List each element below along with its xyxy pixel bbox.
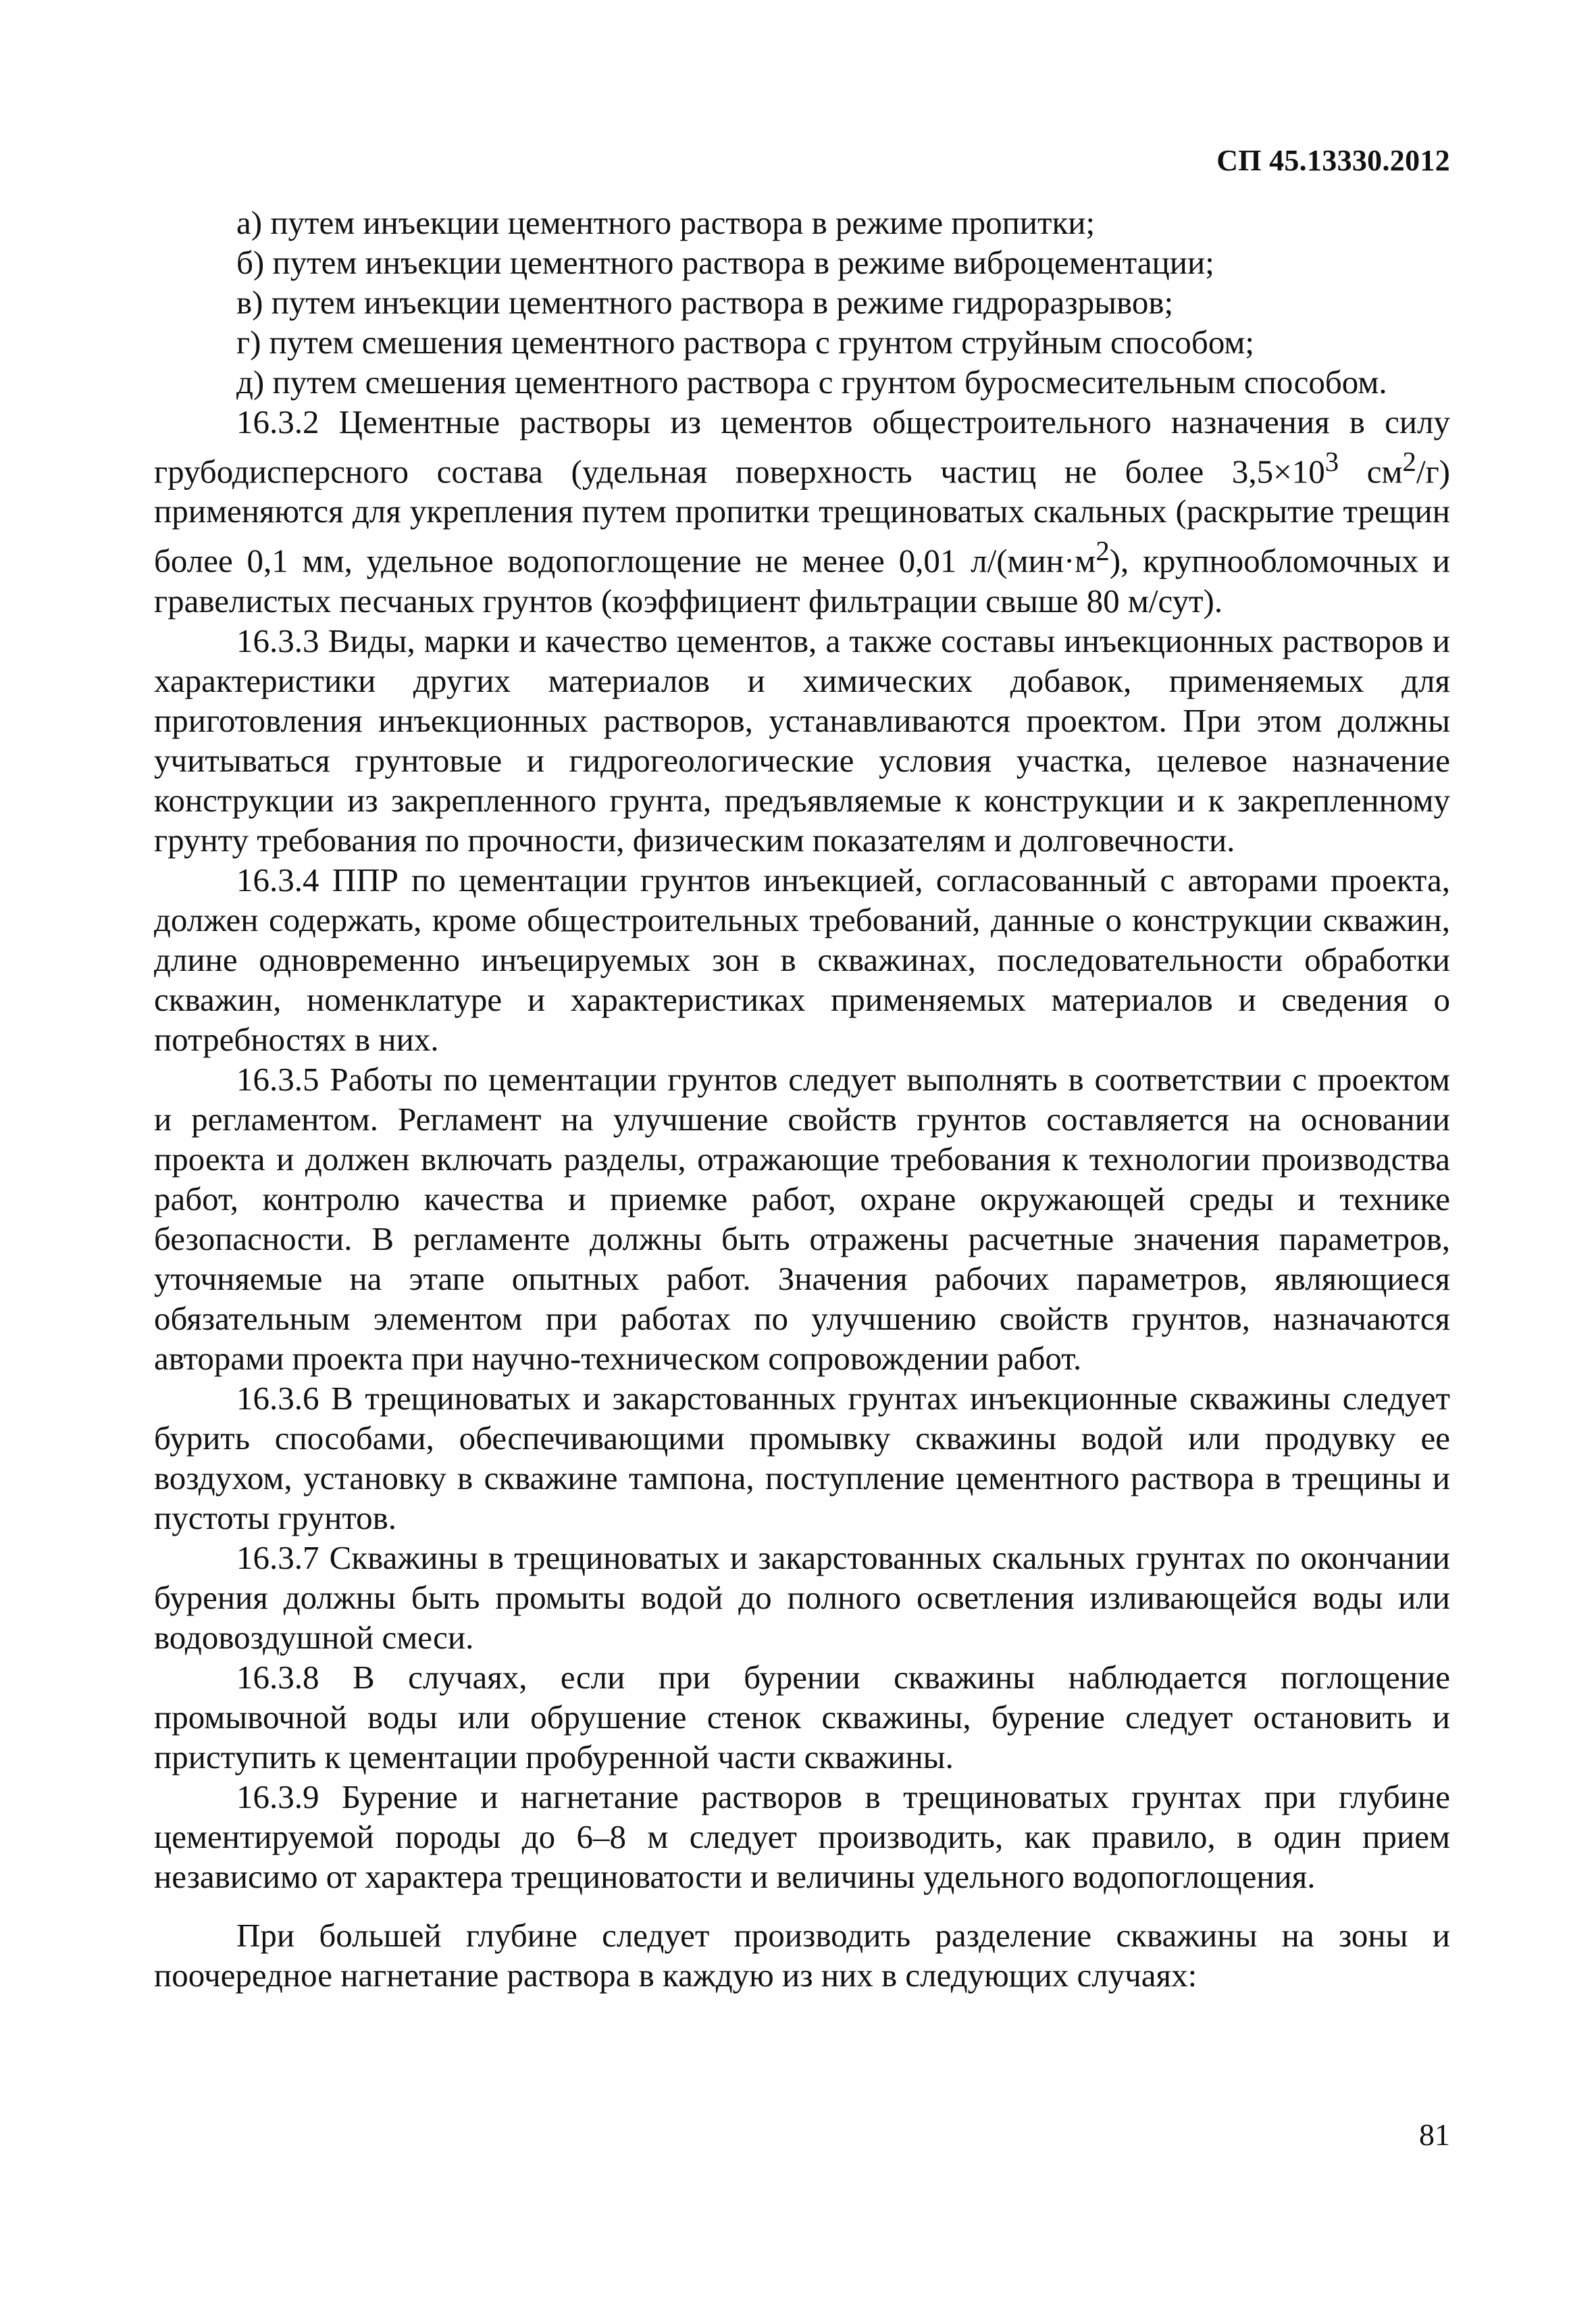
page-number: 81	[1419, 2117, 1450, 2152]
paragraph-text: 16.3.2 Цементные растворы из цементов общестроительного назначения в силу грубодисперсного состава (удельная поверхность частиц не более 3,5×10	[154, 403, 1450, 491]
paragraph-16-3-6: 16.3.6 В трещиноватых и закарстованных грунтах инъекционные скважины следует бурить способами, обеспечивающими промывку скважины водой или продувку ее воздухом, установку в скважине тампона, поступление цементного раствора в трещины и пустоты грунтов.	[154, 1379, 1450, 1536]
superscript: 2	[1402, 447, 1416, 477]
paragraph-16-3-5: 16.3.5 Работы по цементации грунтов следует выполнять в соответствии с проектом и регламентом. Регламент на улучшение свойств грунтов составляется на основании проекта и должен включать разделы, отражающие требования к технологии производства работ, контролю качества и приемке работ, охране окружающей среды и технике безопасности. В регламенте должны быть отражены расчетные значения параметров, уточняемые на этапе опытных работ. Значения рабочих параметров, являющиеся обязательным элементом при работах по улучшению свойств грунтов, назначаются авторами проекта при научно-техническом сопровождении работ.	[154, 1060, 1450, 1377]
paragraph-16-3-7: 16.3.7 Скважины в трещиноватых и закарстованных скальных грунтах по окончании бурения должны быть промыты водой до полного осветления изливающейся воды или водовоздушной смеси.	[154, 1538, 1450, 1656]
page-content	[154, 203, 1450, 1995]
paragraph-16-3-4: 16.3.4 ППР по цементации грунтов инъекцией, согласованный с авторами проекта, должен содержать, кроме общестроительных требований, данные о конструкции скважин, длине одновременно инъецируемых зон в скважинах, последовательности обработки скважин, номенклатуре и характеристиках применяемых материалов и сведения о потребностях в них.	[154, 861, 1450, 1058]
paragraph-text: см	[1339, 453, 1403, 491]
paragraph-text: ), крупнообломочных и гравелистых песчаных грунтов (коэффициент фильтрации свыше 80 м/сут).	[154, 542, 1450, 620]
paragraph-16-3-3: 16.3.3 Виды, марки и качество цементов, а также составы инъекционных растворов и характеристики других материалов и химических добавок, применяемых для приготовления инъекционных растворов, устанавливаются проектом. При этом должны учитываться грунтовые и гидрогеологические условия участка, целевое назначение конструкции из закрепленного грунта, предъявляемые к конструкции и к закрепленному грунту требования по прочности, физическим показателям и долговечности.	[154, 622, 1450, 859]
paragraph-continuation: При большей глубине следует производить разделение скважины на зоны и поочередное нагнетание раствора в каждую из них в следующих случаях:	[154, 1916, 1450, 1994]
list-item: в) путем инъекции цементного раствора в режиме гидроразрывов;	[236, 284, 1174, 321]
superscript: 3	[1324, 447, 1339, 477]
paragraph-text: /г) применяются для укрепления путем пропитки трещиноватых скальных (раскрытие трещин более 0,1 мм, удельное водопоглощение не менее 0,01 л/(мин·м	[154, 453, 1450, 580]
list-item: а) путем инъекции цементного раствора в режиме пропитки;	[236, 204, 1096, 241]
document-code: СП 45.13330.2012	[1216, 144, 1450, 177]
paragraph-16-3-2	[154, 402, 1450, 621]
list-item: г) путем смешения цементного раствора с грунтом струйным способом;	[236, 324, 1255, 361]
paragraph-16-3-8: 16.3.8 В случаях, если при бурении скважины наблюдается поглощение промывочной воды или обрушение стенок скважины, бурение следует остановить и приступить к цементации пробуренной части скважины.	[154, 1658, 1450, 1776]
paragraph-16-3-9: 16.3.9 Бурение и нагнетание растворов в трещиноватых грунтах при глубине цементируемой породы до 6–8 м следует производить, как правило, в один прием независимо от характера трещиноватости и величины удельного водопоглощения.	[154, 1778, 1450, 1895]
list-item: б) путем инъекции цементного раствора в режиме виброцементации;	[236, 244, 1214, 281]
list-item: д) путем смешения цементного раствора с грунтом буросмесительным способом.	[236, 363, 1387, 401]
superscript: 2	[1096, 536, 1110, 567]
method-list	[154, 203, 1450, 402]
